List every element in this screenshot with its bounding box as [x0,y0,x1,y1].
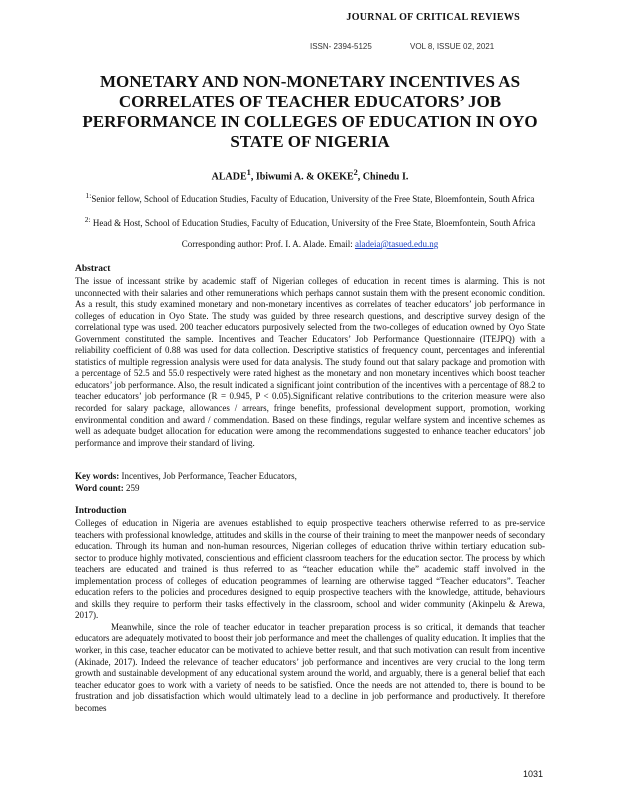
affiliation-2-mark: 2: [84,215,91,224]
page-number: 1031 [522,769,543,779]
intro-paragraph-1: Colleges of education in Nigeria are avenues established to equip prospective teachers otherwise referred to as pre-service teachers with professional knowledge, attitudes and skills in the course of their training to meet the manpower needs of secondary education. Through its human and non-human resources, Nigerian colleges of education thrive within tertiary education sub-sector to produce highly motivated, conscientious and efficient classroom teachers for the education sector. The process by which teachers are educated and trained is thus referred to as “teacher education while the” academic staff involved in the implementation process of colleges of education peogrammes of learning are otherwise tagged “Teacher educators”. Teacher education refers to the policies and procedures designed to equip prospective teachers with the knowledge, attitude, behaviours and skills they require to perform their tasks effectively in the classroom, school and wider community (Akinpelu & Arewa, 2017). [75,518,545,621]
affiliation-2 [60,214,560,229]
affiliation-1-text: Senior fellow, School of Education Studies, Faculty of Education, University of the Free State, Bloemfontein, South Africa [91,194,535,204]
paper-title: MONETARY AND NON-MONETARY INCENTIVES AS CORRELATES OF TEACHER EDUCATORS’ JOB PERFORMANCE IN COLLEGES OF EDUCATION IN OYO STATE OF NIGERIA [82,72,538,151]
introduction-body [75,518,545,714]
abstract-text: The issue of incessant strike by academic staff of Nigerian colleges of education in recent times is alarming. This is not unconnected with their salaries and other remunerations which perhaps cannot sustain them with the present economic condition. As a result, this study examined monetary and non-monetary incentives as correlates of teacher educators’ job performance in colleges of education in Oyo State. The study was guided by three research questions, and descriptive survey design of the correlational type was used. 200 teacher educators purposively selected from the two-colleges of education owned by Oyo State Government constituted the sample. Incentives and Teacher Educators’ Job Performance Questionnaire (ITEJPQ) with a reliability coefficient of 0.88 was used for data collection. Descriptive statistics of frequency count, percentages and inferential statistics of multiple regression analysis were used for data analysis. The study found out that salary package and promotion with a percentage of 52.5 and 55.0 respectively were rated highest as the monetary and non monetary incentives which boost teacher educators’ job performance. Also, the result indicated a significant joint contribution of the incentives with a percentage of 88.2 to teacher educators’ job performance (R = 0.945, P < 0.05).Significant relative contributions to the criterion measure were also recorded for salary package, allowances / arrears, fringe benefits, professional development support, promotion, working environmental condition and award / commendation. Based on these findings, regular welfare system and incentive schemes as well as adequate budget allocation for education were among the recommendations suggested to enhance teacher educators’ job performance and improve their standard of living. [75,276,545,448]
author-2-sup: 2 [353,168,358,177]
author-sep: , Ibiwumi A. & OKEKE [250,171,354,183]
keywords-label: Key words: [75,471,120,481]
word-count-value: 259 [123,483,140,493]
journal-name: JOURNAL OF CRITICAL REVIEWS [346,12,520,23]
affiliation-1-mark: 1: [85,191,92,200]
author-1: ALADE [211,171,247,183]
author-rest: , Chinedu I. [357,171,409,183]
introduction-heading: Introduction [75,506,127,516]
keywords [75,471,545,483]
corresponding-author [60,239,560,249]
corresponding-label: Corresponding author: Prof. I. A. Alade. Email: [181,239,355,249]
affiliation-1 [60,190,560,205]
author-line [60,168,560,182]
abstract-heading: Abstract [75,264,111,274]
email-link[interactable]: aladeia@tasued.edu.ng [354,239,439,249]
word-count [75,483,545,495]
word-count-label: Word count: [75,483,124,493]
intro-paragraph-2: Meanwhile, since the role of teacher educator in teacher preparation process is so critical, it demands that teacher educators are adequately motivated to boost their job performance and meet the challenges of quality education. It implies that the worker, in this case, teacher educator can be motivated to achieve better result, and that such motivation can result from incentive (Akinade, 2017). Indeed the relevance of teacher educators’ job performance and incentives are very crucial to the long term growth and sustainable development of any educational system around the world, and arguably, there is a general belief that each teacher educator goes to work with a variety of needs to be satisfied. Once the needs are not attended to, there is bound to be frustration and job dissatisfaction which would ultimately lead to a decline in job performance and productively. It therefore becomes [75,621,545,713]
affiliation-2-text: Head & Host, School of Education Studies, Faculty of Education, University of the Free State, Bloemfontein, South Africa [90,218,536,228]
volume-issue: VOL 8, ISSUE 02, 2021 [410,42,495,51]
author-1-sup: 1 [246,168,251,177]
issn: ISSN- 2394-5125 [310,42,372,51]
keywords-text: Incentives, Job Performance, Teacher Educators, [119,471,297,481]
